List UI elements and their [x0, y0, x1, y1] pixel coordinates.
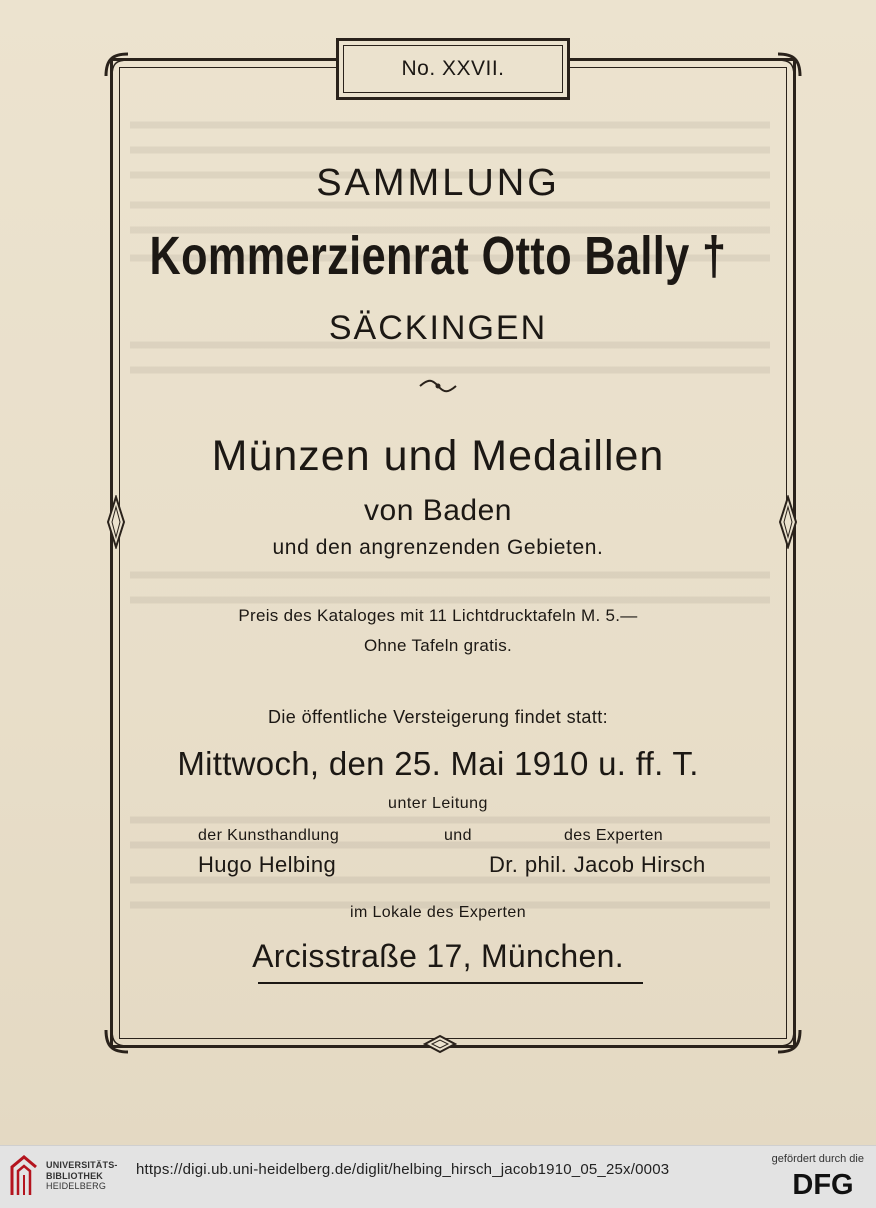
- expert-label: des Experten: [564, 827, 664, 844]
- auction-intro: Die öffentliche Versteigerung findet statt:: [267, 707, 609, 727]
- collection-label: SAMMLUNG: [316, 162, 560, 204]
- corner-ornament-top-right: [776, 52, 802, 78]
- catalog-subject: Münzen und Medaillen: [211, 432, 665, 480]
- title-divider-ornament: [418, 375, 458, 397]
- footer-bar: [0, 1145, 876, 1208]
- university-library-name[interactable]: [46, 1160, 118, 1192]
- price-line: Preis des Kataloges mit 11 Lichtdrucktafeln M. 5.—: [238, 606, 638, 625]
- catalog-region: von Baden: [364, 494, 512, 527]
- university-library-logo-icon[interactable]: [10, 1155, 38, 1197]
- library-name-line-2: BIBLIOTHEK: [46, 1170, 103, 1181]
- direction-label: unter Leitung: [388, 795, 488, 812]
- collection-place: SÄCKINGEN: [328, 309, 548, 347]
- library-name-line-3: HEIDELBERG: [46, 1181, 107, 1191]
- corner-ornament-top-left: [104, 52, 130, 78]
- corner-ornament-bottom-right: [776, 1028, 802, 1054]
- catalog-number-box: [336, 38, 570, 100]
- auction-date: Mittwoch, den 25. Mai 1910 u. ff. T.: [177, 745, 699, 782]
- funded-by-label: gefördert durch die: [771, 1153, 864, 1165]
- permalink-url[interactable]: https://digi.ub.uni-heidelberg.de/diglit/helbing_hirsch_jacob1910_05_25x/0003: [136, 1161, 670, 1178]
- address-underline: [258, 982, 643, 984]
- bottom-ornament: [423, 1034, 457, 1054]
- catalog-region-note: und den angrenzenden Gebieten.: [272, 536, 604, 559]
- and-label: und: [444, 827, 472, 844]
- expert-name: Dr. phil. Jacob Hirsch: [489, 852, 706, 877]
- dfg-logo-text: DFG: [792, 1169, 854, 1198]
- venue-address: Arcisstraße 17, München.: [252, 938, 624, 974]
- collector-name: Kommerzienrat Otto Bally †: [149, 226, 727, 286]
- catalog-number: No. XXVII.: [343, 45, 563, 93]
- house-name: Hugo Helbing: [198, 852, 337, 877]
- dfg-logo-icon[interactable]: [782, 1168, 864, 1198]
- price-free-line: Ohne Tafeln gratis.: [363, 636, 513, 655]
- house-label: der Kunsthandlung: [198, 827, 340, 844]
- corner-ornament-bottom-left: [104, 1028, 130, 1054]
- venue-label: im Lokale des Experten: [349, 904, 526, 921]
- library-name-line-1: UNIVERSITÄTS-: [46, 1160, 118, 1170]
